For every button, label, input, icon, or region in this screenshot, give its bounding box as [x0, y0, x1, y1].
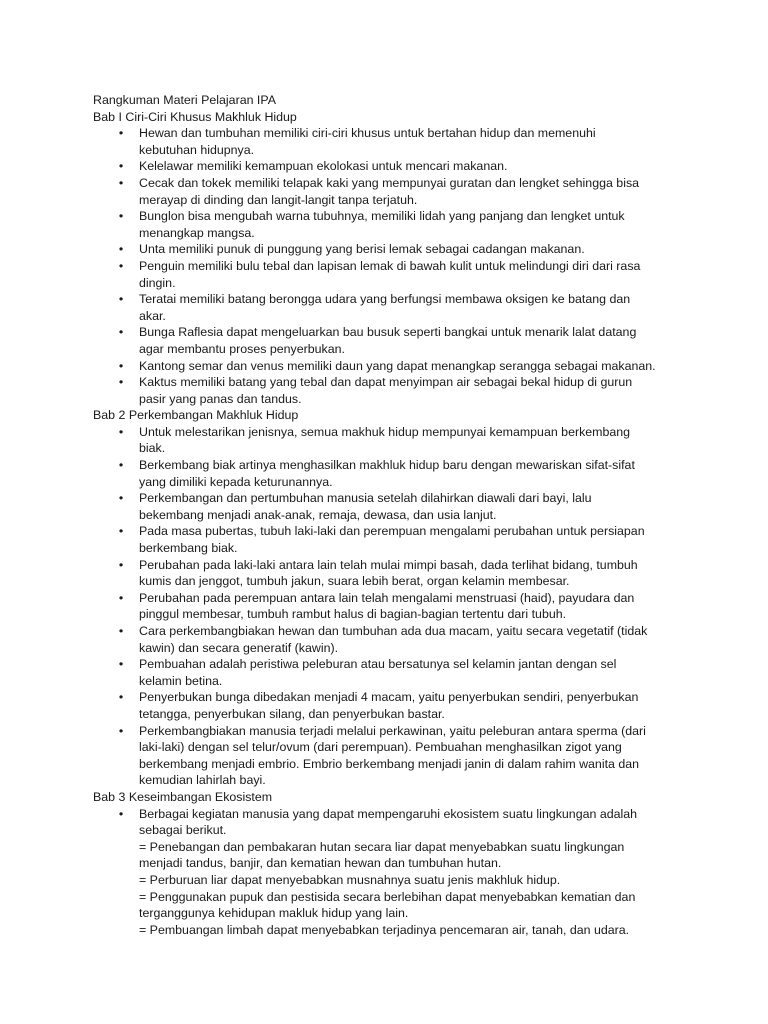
bullet-icon: •: [118, 325, 124, 340]
bullet-icon: •: [118, 159, 124, 174]
list-item-line: dingin.: [139, 275, 176, 290]
list-item: [93, 623, 693, 656]
bullet-icon: •: [118, 292, 124, 307]
bullet-icon: •: [118, 242, 124, 257]
bullet-icon: •: [118, 258, 124, 273]
list-item-line: kawin) dan secara generatif (kawin).: [139, 640, 339, 655]
chapter-heading: Bab I Ciri-Ciri Khusus Makhluk Hidup: [93, 109, 297, 124]
list-item-line: Berbagai kegiatan manusia yang dapat mempengaruhi ekosistem suatu lingkungan adalah: [139, 806, 638, 821]
list-item: [93, 590, 693, 623]
bullet-icon: •: [118, 458, 124, 473]
list-item-line: kumis dan jenggot, tumbuh jakun, suara lebih berat, organ kelamin membesar.: [139, 574, 570, 589]
list-item-line: Unta memiliki punuk di punggung yang berisi lemak sebagai cadangan makanan.: [139, 242, 585, 257]
list-item: [93, 258, 693, 291]
list-item-line: sebagai berikut.: [139, 823, 227, 838]
list-item-line: Cecak dan tokek memiliki telapak kaki yang mempunyai guratan dan lengket sehingga bisa: [139, 175, 640, 190]
list-item: [93, 125, 693, 158]
list-item: [93, 158, 693, 175]
bullet-icon: •: [118, 624, 124, 638]
list-item-line: = Penggunakan pupuk dan pestisida secara berlebihan dapat menyebabkan kematian dan: [139, 889, 636, 904]
bullet-icon: •: [118, 424, 124, 439]
bullet-list: [93, 806, 693, 939]
list-item: [93, 175, 693, 208]
list-item-line: Perubahan pada perempuan antara lain telah mengalami menstruasi (haid), payudara dan: [139, 590, 635, 605]
list-item: [93, 291, 693, 324]
list-item-line: menangkap mangsa.: [139, 225, 255, 240]
document-title: Rangkuman Materi Pelajaran IPA: [93, 93, 276, 107]
bullet-list: [93, 424, 693, 789]
bullet-icon: •: [118, 590, 124, 605]
list-item-line: Perubahan pada laki-laki antara lain telah mulai mimpi basah, dada terlihat bidang, tumbuh: [139, 557, 638, 572]
list-item-line: agar membantu proses penyerbukan.: [139, 341, 345, 356]
list-item-line: biak.: [139, 441, 166, 456]
list-item-line: yang dimiliki kepada keturunannya.: [139, 474, 333, 489]
bullet-list: [93, 125, 693, 407]
list-item-line: Perkembangbiakan manusia terjadi melalui perkawinan, yaitu peleburan antara sperma (dari: [139, 723, 646, 738]
list-item-line: = Pembuangan limbah dapat menyebabkan terjadinya pencemaran air, tanah, dan udara.: [139, 922, 630, 937]
bullet-icon: •: [118, 690, 124, 705]
list-item: [93, 689, 693, 722]
list-item: [93, 523, 693, 556]
list-item: [93, 208, 693, 241]
list-item-line: Kelelawar memiliki kemampuan ekolokasi untuk mencari makanan.: [139, 159, 508, 174]
bullet-icon: •: [118, 175, 124, 190]
list-item: [93, 656, 693, 689]
bullet-icon: •: [118, 126, 124, 141]
chapter-heading: Bab 2 Perkembangan Makhluk Hidup: [93, 408, 299, 423]
list-item: [93, 241, 693, 258]
list-item: [93, 457, 693, 490]
bullet-icon: •: [118, 491, 124, 506]
list-item-line: Kantong semar dan venus memiliki daun yang dapat menangkap serangga sebagai makanan.: [139, 358, 656, 373]
list-item-line: Penguin memiliki bulu tebal dan lapisan lemak di bawah kulit untuk melindungi diri dari rasa: [139, 258, 641, 273]
list-item-line: Pada masa pubertas, tubuh laki-laki dan perempuan mengalami perubahan untuk persiapan: [139, 524, 645, 539]
bullet-icon: •: [118, 657, 124, 672]
list-item: [93, 806, 693, 939]
list-item: [93, 358, 693, 375]
list-item: [93, 557, 693, 590]
list-item-line: terganggunya kehidupan makluk hidup yang lain.: [139, 906, 409, 921]
list-item-line: Perkembangan dan pertumbuhan manusia setelah dilahirkan diawali dari bayi, lalu: [139, 491, 592, 506]
bullet-icon: •: [118, 358, 124, 373]
list-item-line: menjadi tandus, banjir, dan kematian hewan dan tumbuhan hutan.: [139, 856, 502, 871]
bullet-icon: •: [118, 375, 124, 390]
list-item: [93, 723, 693, 789]
list-item-line: pasir yang panas dan tandus.: [139, 391, 302, 406]
list-item: [93, 374, 693, 407]
list-item-line: kelamin betina.: [139, 673, 223, 688]
list-item-line: = Perburuan liar dapat menyebabkan musnahnya suatu jenis makhluk hidup.: [139, 872, 561, 887]
list-item-line: berkembang menjadi embrio. Embrio berkembang menjadi janin di dalam rahim wanita dan: [139, 756, 640, 771]
list-item: [93, 490, 693, 523]
bullet-icon: •: [118, 524, 124, 539]
list-item: [93, 424, 693, 457]
list-item: [93, 324, 693, 357]
list-item-line: laki-laki) dengan sel telur/ovum (dari perempuan). Pembuahan menghasilkan zigot yang: [139, 740, 622, 755]
bullet-icon: •: [118, 723, 124, 738]
chapter-heading: Bab 3 Keseimbangan Ekosistem: [93, 789, 273, 804]
list-item-line: Pembuahan adalah peristiwa peleburan atau bersatunya sel kelamin jantan dengan sel: [139, 657, 617, 672]
list-item-line: bekembang menjadi anak-anak, remaja, dewasa, dan usia lanjut.: [139, 507, 497, 522]
list-item-line: Penyerbukan bunga dibedakan menjadi 4 macam, yaitu penyerbukan sendiri, penyerbukan: [139, 690, 639, 705]
list-item-line: tetangga, penyerbukan silang, dan penyerbukan bastar.: [139, 706, 445, 721]
bullet-icon: •: [118, 209, 124, 224]
list-item-line: = Penebangan dan pembakaran hutan secara liar dapat menyebabkan suatu lingkungan: [139, 839, 625, 854]
list-item-line: Bunga Raflesia dapat mengeluarkan bau busuk seperti bangkai untuk menarik lalat datang: [139, 325, 637, 340]
list-item-line: Hewan dan tumbuhan memiliki ciri-ciri khusus untuk bertahan hidup dan memenuhi: [139, 126, 596, 141]
bullet-icon: •: [118, 557, 124, 572]
list-item-line: kebutuhan hidupnya.: [139, 142, 255, 157]
bullet-icon: •: [118, 806, 124, 821]
list-item-line: merayap di dinding dan langit-langit tanpa terjatuh.: [139, 192, 418, 207]
list-item-line: Berkembang biak artinya menghasilkan makhluk hidup baru dengan mewariskan sifat-sifat: [139, 458, 635, 473]
list-item-line: kemudian lahirlah bayi.: [139, 773, 266, 788]
list-item-line: Kaktus memiliki batang yang tebal dan dapat menyimpan air sebagai bekal hidup di gurun: [139, 375, 633, 390]
list-item-line: Bunglon bisa mengubah warna tubuhnya, memiliki lidah yang panjang dan lengket untuk: [139, 209, 625, 224]
list-item-line: berkembang biak.: [139, 541, 238, 556]
list-item-line: pinggul membesar, tumbuh rambut halus di bagian-bagian tertentu dari tubuh.: [139, 607, 567, 622]
list-item-line: Untuk melestarikan jenisnya, semua makhuk hidup mempunyai kemampuan berkembang: [139, 424, 631, 439]
list-item-line: Cara perkembangbiakan hewan dan tumbuhan ada dua macam, yaitu secara vegetatif (tidak: [139, 624, 648, 638]
document-content: [93, 92, 693, 938]
list-item-line: Teratai memiliki batang berongga udara yang berfungsi membawa oksigen ke batang dan: [139, 292, 631, 307]
list-item-line: akar.: [139, 308, 166, 323]
